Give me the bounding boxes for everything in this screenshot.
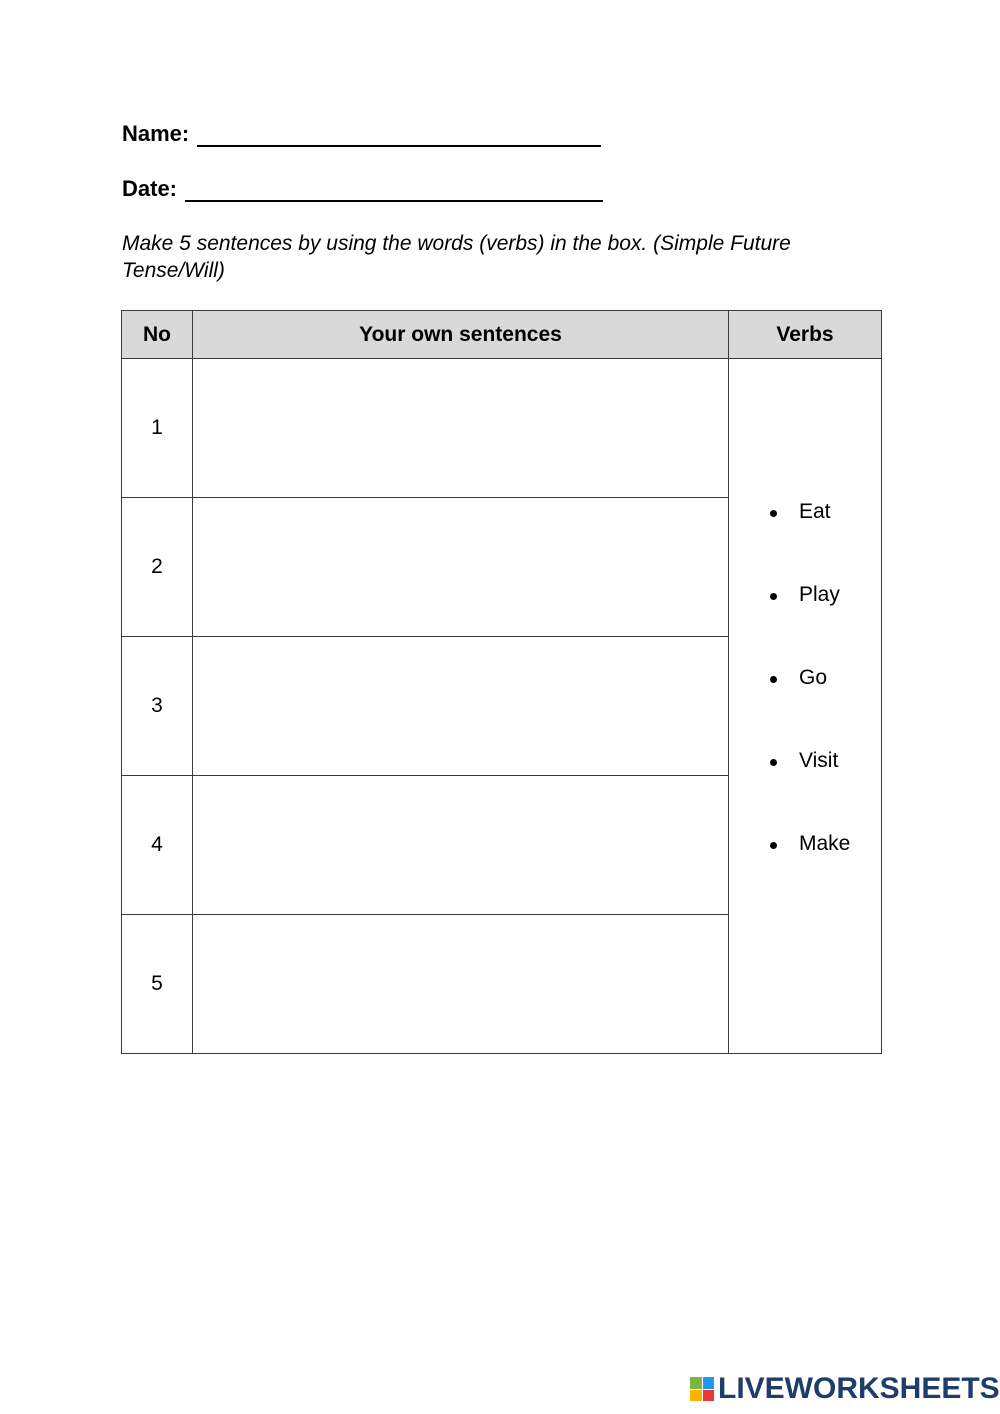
logo-square <box>703 1390 715 1402</box>
liveworksheets-brand <box>690 1372 1000 1406</box>
row-number: 2 <box>122 498 193 637</box>
list-item <box>729 749 881 832</box>
sentence-cell[interactable] <box>193 776 729 915</box>
list-item <box>729 666 881 749</box>
name-field <box>122 121 601 147</box>
verb-text: Visit <box>799 749 839 772</box>
bullet-icon <box>770 676 777 683</box>
sentence-cell[interactable] <box>193 915 729 1054</box>
list-item <box>729 583 881 666</box>
row-number: 1 <box>122 359 193 498</box>
logo-square <box>703 1377 715 1389</box>
row-number: 3 <box>122 637 193 776</box>
liveworksheets-logo-icon <box>690 1377 714 1401</box>
sentence-cell[interactable] <box>193 637 729 776</box>
row-number: 4 <box>122 776 193 915</box>
list-item <box>729 832 881 915</box>
logo-square <box>690 1390 702 1402</box>
verb-list <box>729 500 881 915</box>
brand-name: LIVEWORKSHEETS <box>718 1372 1000 1405</box>
date-label: Date: <box>122 176 178 201</box>
column-header-no: No <box>122 311 193 359</box>
date-blank-line[interactable] <box>185 180 603 202</box>
verb-text: Make <box>799 832 851 855</box>
bullet-icon <box>770 759 777 766</box>
sentence-cell[interactable] <box>193 498 729 637</box>
sentence-cell[interactable] <box>193 359 729 498</box>
verbs-box <box>729 359 882 1054</box>
name-blank-line[interactable] <box>197 125 601 147</box>
bullet-icon <box>770 510 777 517</box>
bullet-icon <box>770 842 777 849</box>
date-field <box>122 176 603 202</box>
table-row <box>122 359 882 498</box>
verb-text: Eat <box>799 500 831 523</box>
column-header-verbs: Verbs <box>729 311 882 359</box>
bullet-icon <box>770 593 777 600</box>
column-header-sentences: Your own sentences <box>193 311 729 359</box>
verb-text: Go <box>799 666 828 689</box>
list-item <box>729 500 881 583</box>
name-label: Name: <box>122 121 190 146</box>
logo-square <box>690 1377 702 1389</box>
table-header-row <box>122 311 882 359</box>
row-number: 5 <box>122 915 193 1054</box>
instruction-text: Make 5 sentences by using the words (verbs) in the box. (Simple Future Tense/Will) <box>122 232 791 282</box>
worksheet-table <box>121 310 882 1054</box>
verb-text: Play <box>799 583 840 606</box>
